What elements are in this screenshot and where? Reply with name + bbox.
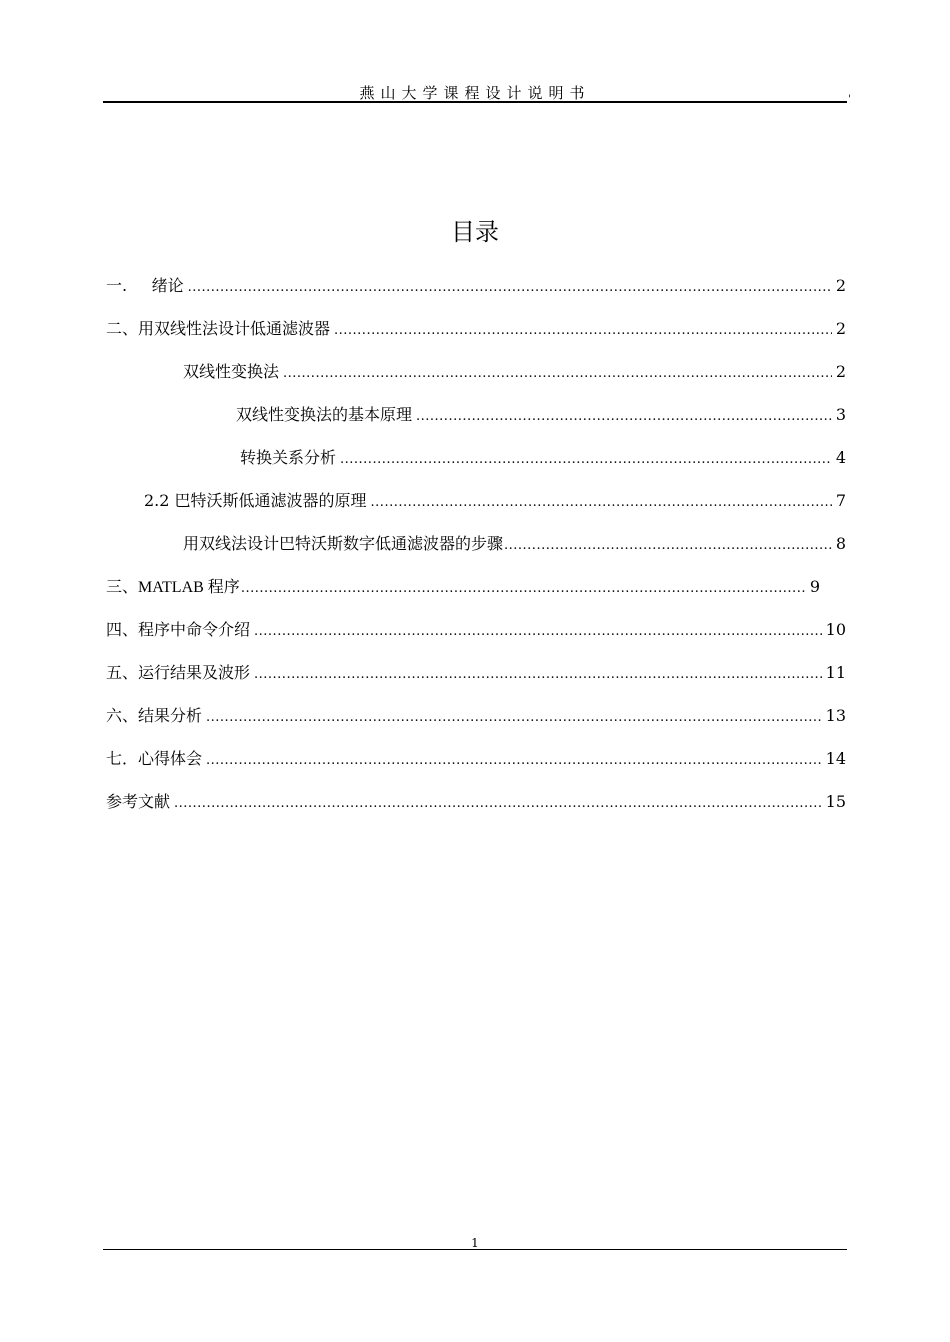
toc-entry-page: 11 xyxy=(825,663,846,682)
toc-entry[interactable] xyxy=(106,619,846,641)
toc-dot-leader xyxy=(206,750,822,772)
toc-entry[interactable] xyxy=(106,318,846,340)
toc-entry-label: 用双线法设计巴特沃斯数字低通滤波器的步骤 xyxy=(183,534,504,553)
toc-entry-page: 14 xyxy=(825,749,846,768)
toc-dot-leader xyxy=(174,793,822,815)
toc-dot-leader xyxy=(241,578,806,600)
toc-entry[interactable] xyxy=(183,533,846,555)
toc-entry-label: MATLAB 程序 xyxy=(138,579,240,596)
toc-entry[interactable] xyxy=(106,791,846,813)
toc-dot-leader xyxy=(371,492,832,514)
toc-entry-number: 三、 xyxy=(106,577,139,596)
toc-entry-page: 4 xyxy=(835,448,846,467)
page-header-title: 燕山大学课程设计说明书 xyxy=(359,84,591,102)
toc-entry-label: 七．心得体会 xyxy=(106,749,203,768)
toc-entry-label: 五、运行结果及波形 xyxy=(106,663,251,682)
toc-entry-page: 10 xyxy=(825,620,846,639)
toc-entry-page: 9 xyxy=(809,577,820,596)
toc-entry-page: 7 xyxy=(835,491,846,510)
toc-entry[interactable] xyxy=(106,662,846,684)
toc-entry[interactable] xyxy=(106,705,846,727)
header-tick-mark: ' xyxy=(848,94,851,105)
toc-entry-number: 一. xyxy=(106,276,128,295)
toc-dot-leader xyxy=(283,363,832,385)
footer-rule xyxy=(103,1249,847,1250)
toc-entry-label: 二、用双线性法设计低通滤波器 xyxy=(106,319,331,338)
toc-entry[interactable] xyxy=(106,576,820,598)
toc-entry-page: 13 xyxy=(825,706,846,725)
toc-entry-label: 绪论 xyxy=(151,276,184,295)
footer-page-number: 1 xyxy=(471,1236,479,1250)
toc-entry-label: 结果分析 xyxy=(138,706,203,725)
toc-entry-page: 2 xyxy=(835,362,846,381)
toc-title: 目录 xyxy=(451,218,499,246)
toc-entry-label: 参考文献 xyxy=(106,792,171,811)
toc-entry-label: 2.2 巴特沃斯低通滤波器的原理 xyxy=(144,491,367,510)
toc-entry[interactable] xyxy=(144,490,846,512)
toc-entry-page: 3 xyxy=(835,405,846,424)
toc-entry-page: 2 xyxy=(835,319,846,338)
toc-entry-label: 程序中命令介绍 xyxy=(138,620,251,639)
toc-dot-leader xyxy=(188,277,832,299)
toc-entry-label: 转换关系分析 xyxy=(240,448,337,467)
toc-entry[interactable] xyxy=(236,404,846,426)
toc-entry[interactable] xyxy=(106,748,846,770)
toc-dot-leader xyxy=(254,664,822,686)
toc-entry-number: 四、 xyxy=(106,620,139,639)
toc-dot-leader xyxy=(416,406,832,428)
toc-entry-number: 六、 xyxy=(106,706,139,725)
toc-dot-leader xyxy=(334,320,832,342)
toc-dot-leader xyxy=(254,621,822,643)
toc-dot-leader xyxy=(206,707,822,729)
toc-entry-page: 8 xyxy=(835,534,846,553)
toc-dot-leader xyxy=(340,449,832,471)
toc-dot-leader xyxy=(504,535,832,557)
toc-entry[interactable] xyxy=(183,361,846,383)
toc-entry-label: 双线性变换法的基本原理 xyxy=(236,405,413,424)
toc-entry[interactable] xyxy=(240,447,846,469)
toc-entry-page: 2 xyxy=(835,276,846,295)
toc-entry-label: 双线性变换法 xyxy=(183,362,280,381)
toc-entry-page: 15 xyxy=(825,792,846,811)
header-rule xyxy=(103,101,847,103)
toc-entry[interactable] xyxy=(106,275,846,297)
